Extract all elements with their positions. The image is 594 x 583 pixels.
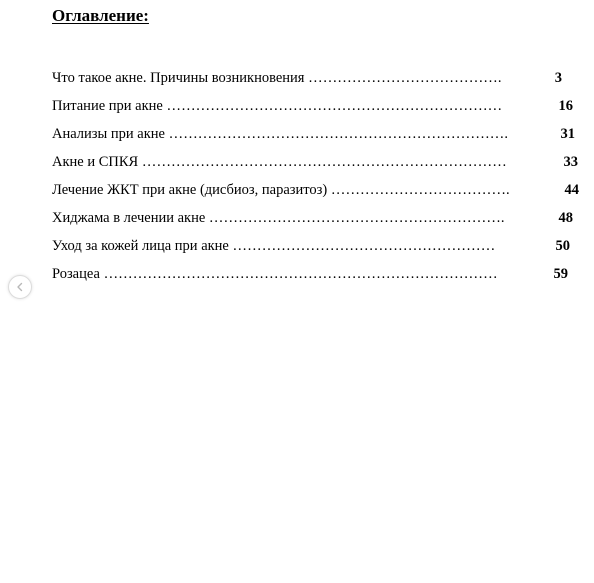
- toc-entry: [52, 68, 562, 96]
- carousel-prev-button[interactable]: [8, 275, 32, 299]
- toc-entry-leader: …………………………………………………………………: [141, 154, 507, 170]
- toc-entry-leader: ……………………………….: [330, 182, 510, 198]
- toc-entry-page: 16: [556, 96, 574, 116]
- toc-entry-label: Уход за кожей лица при акне: [52, 238, 229, 254]
- toc-entry-leader: ……………………………………………………………: [166, 98, 503, 114]
- page-title: Оглавление:: [52, 6, 149, 25]
- toc-entry-label: Лечение ЖКТ при акне (дисбиоз, паразитоз): [52, 182, 328, 198]
- toc-entry: [52, 96, 573, 124]
- toc-entry-label: Хиджама в лечении акне: [52, 210, 206, 226]
- toc-entry-page: 59: [551, 264, 569, 284]
- toc-entry-page: 33: [561, 152, 579, 172]
- toc-entry-label: Акне и СПКЯ: [52, 154, 139, 170]
- chevron-left-icon: [15, 282, 25, 292]
- toc-entry-label: Розацеа: [52, 266, 100, 282]
- toc-entry: [52, 124, 575, 152]
- toc-entry-leader: ………………………………………………………………………: [103, 266, 498, 282]
- toc-entry: [52, 152, 578, 180]
- toc-entry-page: 50: [553, 236, 571, 256]
- toc-entry: [52, 208, 573, 236]
- toc-entry-leader: …………………………………………………….: [208, 210, 505, 226]
- toc-entry-page: 48: [556, 208, 574, 228]
- toc-entry-page: 31: [558, 124, 576, 144]
- toc-entry-leader: ………………………………………………: [232, 238, 496, 254]
- toc-entry-label: Что такое акне. Причины возникновения: [52, 70, 305, 86]
- toc-entry-page: 3: [552, 68, 562, 88]
- toc-entry-label: Питание при акне: [52, 98, 163, 114]
- table-of-contents: [52, 68, 579, 292]
- toc-entry-leader: ………………………………….: [308, 70, 502, 86]
- toc-entry-leader: …………………………………………………………….: [168, 126, 509, 142]
- toc-entry-page: 44: [562, 180, 580, 200]
- toc-entry-label: Анализы при акне: [52, 126, 165, 142]
- toc-entry: [52, 180, 579, 208]
- toc-entry: [52, 264, 568, 292]
- toc-entry: [52, 236, 570, 264]
